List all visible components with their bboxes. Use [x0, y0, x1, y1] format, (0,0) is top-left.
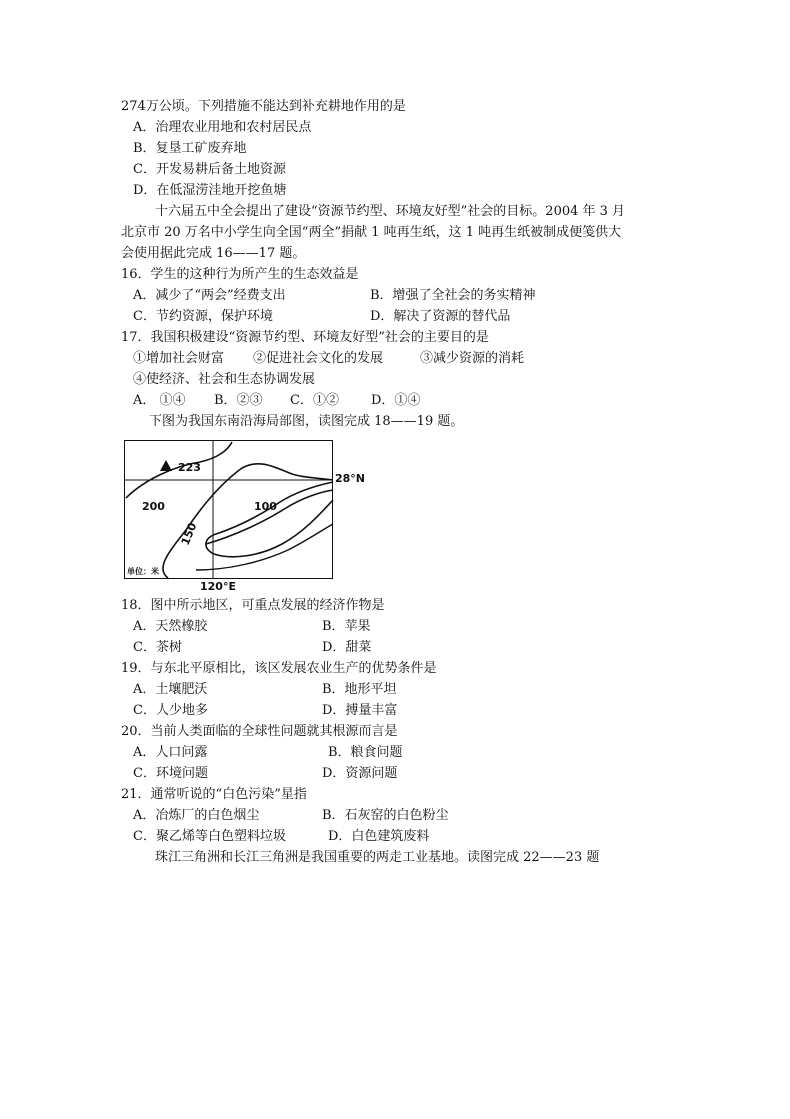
q15-option-c: C．开发易耕后备土地资源	[133, 162, 286, 177]
q18-stem: 18．图中所示地区，可重点发展的经济作物是	[121, 598, 385, 613]
passage-1-line-3: 会使用据此完成 16——17 题。	[121, 246, 306, 261]
q21-option-d: D．白色建筑废料	[328, 829, 430, 844]
q15-option-d: D．在低湿涝洼地开挖鱼塘	[133, 183, 287, 198]
q19-option-c: C．人少地多	[133, 703, 208, 718]
contour-100-outer	[206, 482, 333, 557]
longitude-label: 120°E	[200, 580, 236, 593]
passage-1-line-1: 十六届五中全会提出了建设“资源节约型、环境友好型”社会的目标。2004 年 3 月	[155, 204, 626, 219]
q16-stem: 16．学生的这种行为所产生的生态效益是	[121, 267, 359, 282]
contour-label-150: 150	[178, 520, 200, 548]
q18-option-a: A．天然橡胶	[133, 619, 208, 634]
contour-label-200: 200	[142, 500, 165, 513]
q20-option-a: A．人口问露	[133, 745, 208, 760]
q20-option-d: D．资源问题	[322, 766, 398, 781]
q17-option-d: D．①④	[371, 393, 421, 408]
q18-option-b: B．苹果	[322, 619, 371, 634]
passage-3: 珠江三角洲和长江三角洲是我国重要的两走工业基地。读图完成 22——23 题	[155, 850, 600, 865]
q15-option-b: B．复垦工矿废弃地	[133, 141, 247, 156]
q16-option-b: B．增强了全社会的务实精神	[370, 288, 536, 303]
q17-option-a: A． ①④	[133, 393, 186, 408]
q17-option-b: B．②③	[214, 393, 263, 408]
q18-option-d: D．甜菜	[322, 640, 372, 655]
q17-item-1: ①增加社会财富	[133, 351, 225, 366]
q21-option-a: A．冶炼厂的白色烟尘	[133, 808, 260, 823]
q17-option-c: C．①②	[290, 393, 339, 408]
q17-stem: 17．我国积极建设“资源节约型、环境友好型”社会的主要目的是	[121, 330, 489, 345]
contour-label-100: 100	[254, 500, 277, 513]
triangle-peak-icon	[160, 460, 172, 471]
q16-option-a: A．减少了“两会”经费支出	[133, 288, 286, 303]
q21-option-c: C．聚乙烯等白色塑料垃圾	[133, 829, 286, 844]
passage-2: 下图为我国东南沿海局部图，读图完成 18——19 题。	[149, 414, 464, 429]
q19-option-d: D．搏量丰富	[322, 703, 398, 718]
latitude-label: 28°N	[335, 472, 366, 485]
q15-option-a: A．治理农业用地和农村居民点	[133, 120, 312, 135]
coast-line	[196, 524, 333, 570]
contour-map-svg	[124, 440, 366, 593]
passage-1-line-2: 北京市 20 万名中小学生向全国“两全”捐献 1 吨再生纸，这 1 吨再生纸被制成便笺供大	[121, 225, 622, 240]
q20-stem: 20．当前人类面临的全球性问题就其根源而言是	[121, 724, 398, 739]
q19-stem: 19．与东北平原相比，该区发展农业生产的优势条件是	[121, 661, 437, 676]
q19-option-b: B．地形平坦	[322, 682, 397, 697]
q16-option-c: C．节约资源，保护环境	[133, 309, 273, 324]
unit-label: 单位：米	[127, 567, 159, 576]
line-q15-stem-end: 274万公顷。下列措施不能达到补充耕地作用的是	[121, 99, 406, 114]
q17-item-3: ③减少资源的消耗	[420, 351, 525, 366]
q18-option-c: C．茶树	[133, 640, 182, 655]
q21-option-b: B．石灰窑的白色粉尘	[322, 808, 449, 823]
q19-option-a: A．土壤肥沃	[133, 682, 208, 697]
q21-stem: 21．通常听说的“白色污染”星指	[121, 787, 307, 802]
q20-option-c: C．环境问题	[133, 766, 208, 781]
q20-option-b: B．粮食问题	[328, 745, 403, 760]
q16-option-d: D．解决了资源的替代品	[370, 309, 511, 324]
q17-item-2: ②促进社会文化的发展	[253, 351, 384, 366]
q17-item-4: ④使经济、社会和生态协调发展	[133, 372, 316, 387]
peak-label: 223	[178, 461, 201, 474]
contour-map	[124, 440, 366, 593]
